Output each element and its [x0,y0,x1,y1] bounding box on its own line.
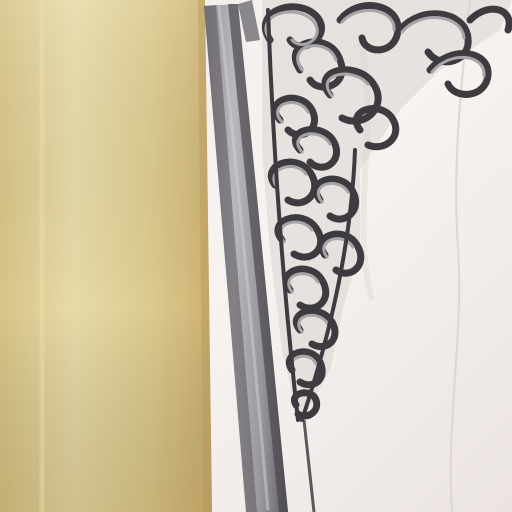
column [0,0,212,512]
